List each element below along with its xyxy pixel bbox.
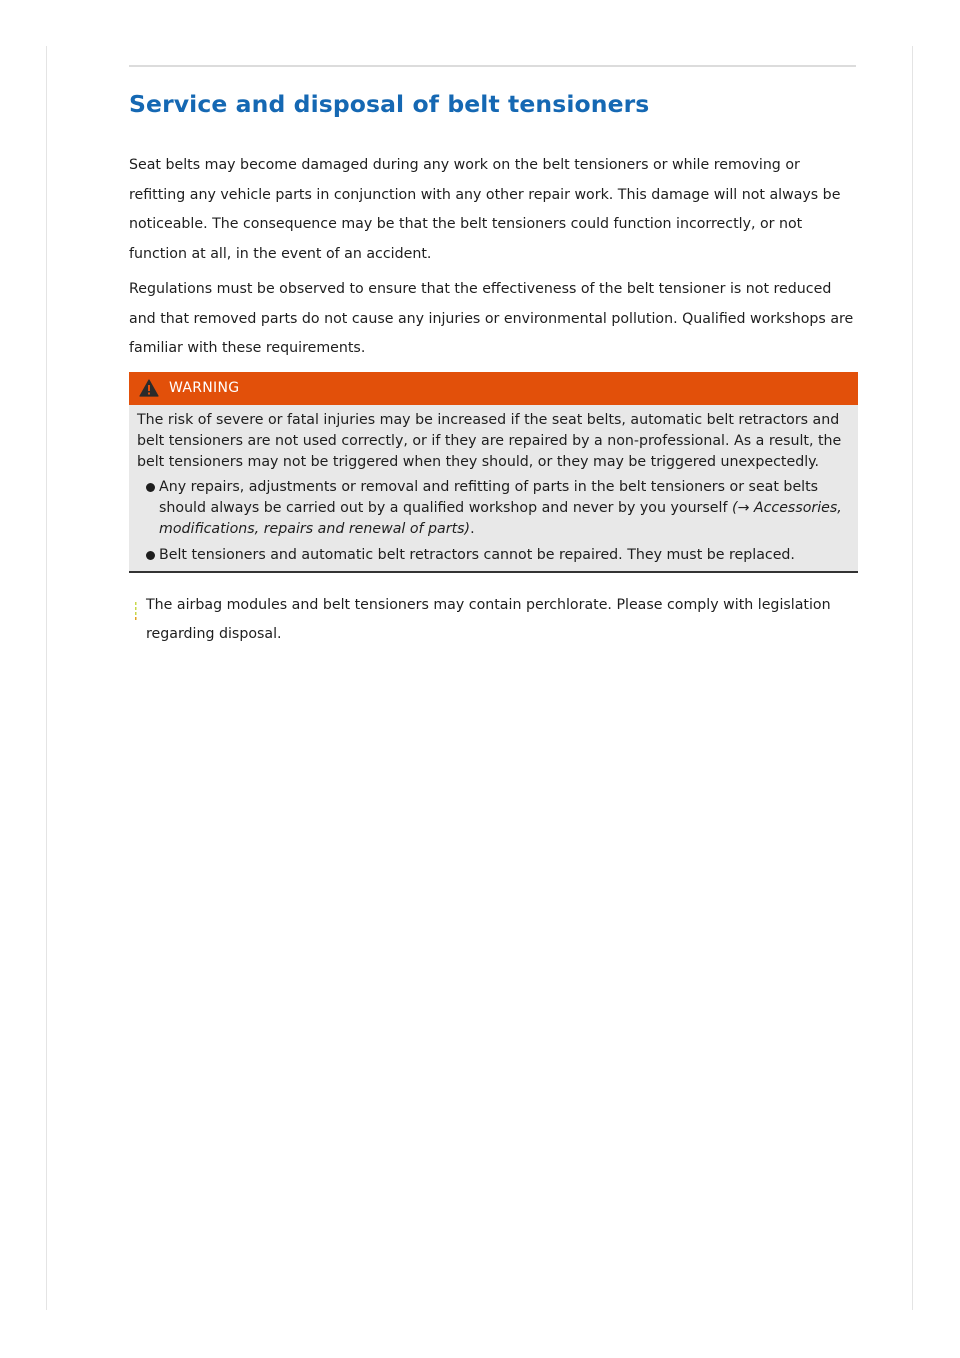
warning-bullet-text: Belt tensioners and automatic belt retractors cannot be repaired. They must be replaced. (159, 546, 795, 563)
warning-header (129, 372, 858, 405)
environment-note-icon (134, 602, 138, 632)
page-guide-left (46, 46, 47, 1310)
list-item (137, 545, 848, 566)
environment-note (129, 591, 858, 650)
bullet-icon (146, 483, 155, 492)
page-content (129, 90, 858, 650)
warning-box (129, 372, 858, 573)
warning-bullet-text: Any repairs, adjustments or removal and refitting of parts in the belt tensioners or seat belts should always be carried out by a qualified workshop and never by you yourself (159, 478, 819, 516)
note-text: The airbag modules and belt tensioners may contain perchlorate. Please comply with legislation regarding disposal. (146, 596, 831, 642)
list-item (137, 477, 848, 540)
page-guide-right (912, 46, 913, 1310)
page-title: Service and disposal of belt tensioners (129, 90, 650, 118)
warning-body (129, 405, 858, 571)
warning-title: WARNING (169, 380, 240, 396)
intro-paragraph: Seat belts may become damaged during any work on the belt tensioners or while removing or refitting any vehicle parts in conjunction with any other repair work. This damage will not always be noticeable. The consequence may be that the belt tensioners could function incorrectly, or not function at all, in the event of an accident. (129, 157, 841, 262)
bullet-icon (146, 551, 155, 560)
top-divider (129, 65, 856, 67)
warning-list (137, 477, 848, 566)
cross-reference-link[interactable]: (→ Accessories, modifications, repairs and renewal of parts) (159, 499, 842, 537)
regulations-paragraph: Regulations must be observed to ensure that the effectiveness of the belt tensioner is not reduced and that removed parts do not cause any injuries or environmental pollution. Qualified workshops are familiar with these requirements. (129, 281, 854, 356)
warning-bullet-suffix: . (470, 520, 475, 537)
warning-intro: The risk of severe or fatal injuries may be increased if the seat belts, automatic belt retractors and belt tensioners are not used correctly, or if they are repaired by a non-professional. As a result, the belt tensioners may not be triggered when they should, or they may be triggered unexpectedly. (137, 411, 842, 470)
warning-triangle-icon (139, 379, 169, 397)
